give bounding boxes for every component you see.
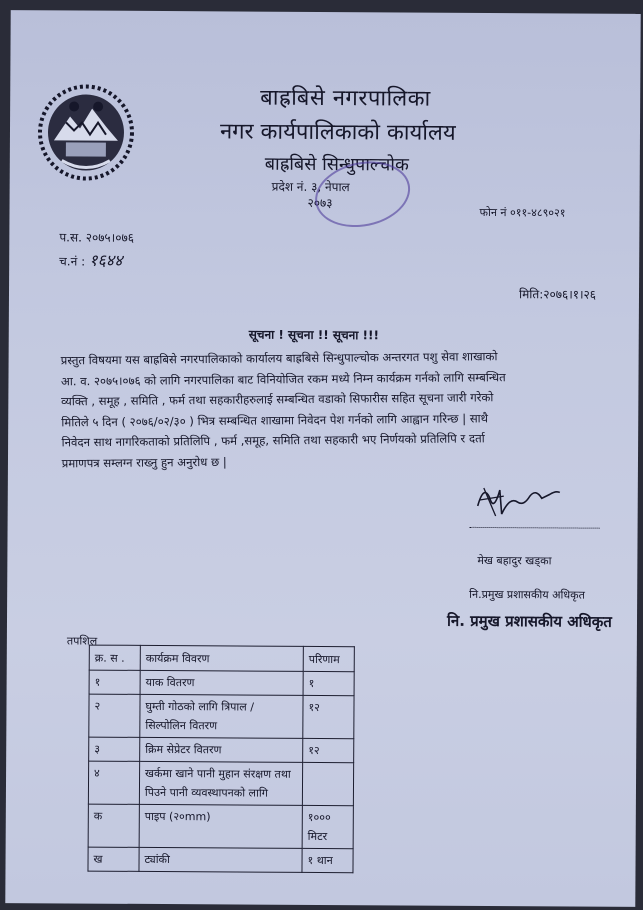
reference-ps xyxy=(59,228,134,245)
signatory-designation: नि.प्रमुख प्रशासकीय अधिकृत xyxy=(469,587,585,602)
province-line: प्रदेश नं. ३, नेपाल xyxy=(271,179,350,195)
body-line: निवेदन साथ नागरिकताको प्रतिलिपि , फर्म ,समूह, समिति तथा सहकारी भए निर्णयको प्रतिलिपि र दर्ता xyxy=(61,431,485,450)
program-table xyxy=(87,645,354,874)
body-line: आ. व. २०७५।०७६ को लागि नगरपालिका बाट विनियोजित रकम मध्ये निम्न कार्यक्रम गर्नको लागि सम्बन्धित xyxy=(60,369,506,388)
table-label: तपशिल xyxy=(66,634,98,648)
header-quantity: परिणाम xyxy=(303,646,354,671)
cell-program: क्रिम सेप्रेटर वितरण xyxy=(140,737,303,762)
table-header-row xyxy=(89,645,354,672)
signature-line xyxy=(470,527,600,529)
table-row xyxy=(89,694,354,739)
reference-chn xyxy=(59,248,122,270)
notice-body xyxy=(61,345,602,473)
cell-sn: ४ xyxy=(88,761,139,804)
cell-sn: क xyxy=(88,804,139,847)
ps-value: २०७५।०७६ xyxy=(85,230,135,245)
table-row xyxy=(88,761,353,806)
cell-program: घुम्ती गोठको लागि त्रिपाल / सिल्पोलिन वितरण xyxy=(140,694,303,738)
phone-number: फोन नं ०११-४८९०२१ xyxy=(479,205,566,220)
notice-title: सूचना ! सूचना !! सूचना !!! xyxy=(248,327,380,343)
cell-sn: ३ xyxy=(89,737,140,761)
chn-label: च.नं : xyxy=(59,254,86,269)
body-line: व्यक्ति , समूह , समिति , फर्म तथा सहकारीहरुलाई सम्बन्धित वडाको सिफारीस सहित सूचना जारी गरेको xyxy=(61,390,494,409)
office-location: बाह्रबिसे सिन्धुपाल्चोक xyxy=(264,153,409,176)
municipality-name: बाह्रबिसे नगरपालिका xyxy=(260,85,431,112)
government-emblem-icon xyxy=(36,82,137,183)
cell-sn: ख xyxy=(88,847,139,871)
cell-sn: १ xyxy=(89,670,140,694)
ps-label: प.स. xyxy=(59,230,82,245)
designation-stamp: नि. प्रमुख प्रशासकीय अधिकृत xyxy=(446,611,612,631)
chn-value: १६४४ xyxy=(89,250,123,270)
handwritten-signature-icon xyxy=(470,476,565,527)
header-program: कार्यक्रम विवरण xyxy=(140,645,303,671)
cell-program: पाइप (२०mm) xyxy=(139,804,302,848)
cell-program: ट्यांकी xyxy=(139,847,302,872)
signatory-name: मेख बहादुर खड्का xyxy=(477,553,552,568)
cell-program: याक वितरण xyxy=(140,670,303,695)
body-line: प्रस्तुत विषयमा यस बाह्रबिसे नगरपालिकाको कार्यालय बाह्रबिसे सिन्धुपाल्चोक अन्तरगत पशु सेवा शाखाको xyxy=(60,349,498,368)
cell-quantity: १२ xyxy=(303,695,354,738)
table-row xyxy=(89,670,354,696)
cell-quantity xyxy=(302,762,353,805)
office-name: नगर कार्यपालिकाको कार्यालय xyxy=(219,119,456,146)
header-sn: क्र. स . xyxy=(89,645,140,670)
table-row xyxy=(88,847,353,873)
established-year: २०७३ xyxy=(307,195,333,211)
document-page xyxy=(5,10,640,907)
body-line: प्रमाणपत्र सम्लग्न राख्नु हुन अनुरोध छ | xyxy=(61,454,227,470)
cell-program: खर्कमा खाने पानी मुहान संरक्षण तथा पिउने पानी व्यवस्थापनको लागि xyxy=(139,761,302,805)
notice-date: मिति:२०७६।१।२६ xyxy=(518,287,597,302)
cell-quantity: १ थान xyxy=(302,848,353,872)
cell-quantity: १ xyxy=(303,671,354,695)
cell-quantity: १००० मिटर xyxy=(302,805,353,848)
cell-sn: २ xyxy=(89,694,140,737)
body-line: मितिले ५ दिन ( २०७६/०२/३० ) भित्र सम्बन्धित शाखामा निवेदन पेश गर्नको लागि आह्वान गरिन्छ | साथै xyxy=(61,410,489,429)
cell-quantity: १२ xyxy=(303,738,354,762)
table-row xyxy=(88,804,353,849)
table-row xyxy=(89,737,354,763)
